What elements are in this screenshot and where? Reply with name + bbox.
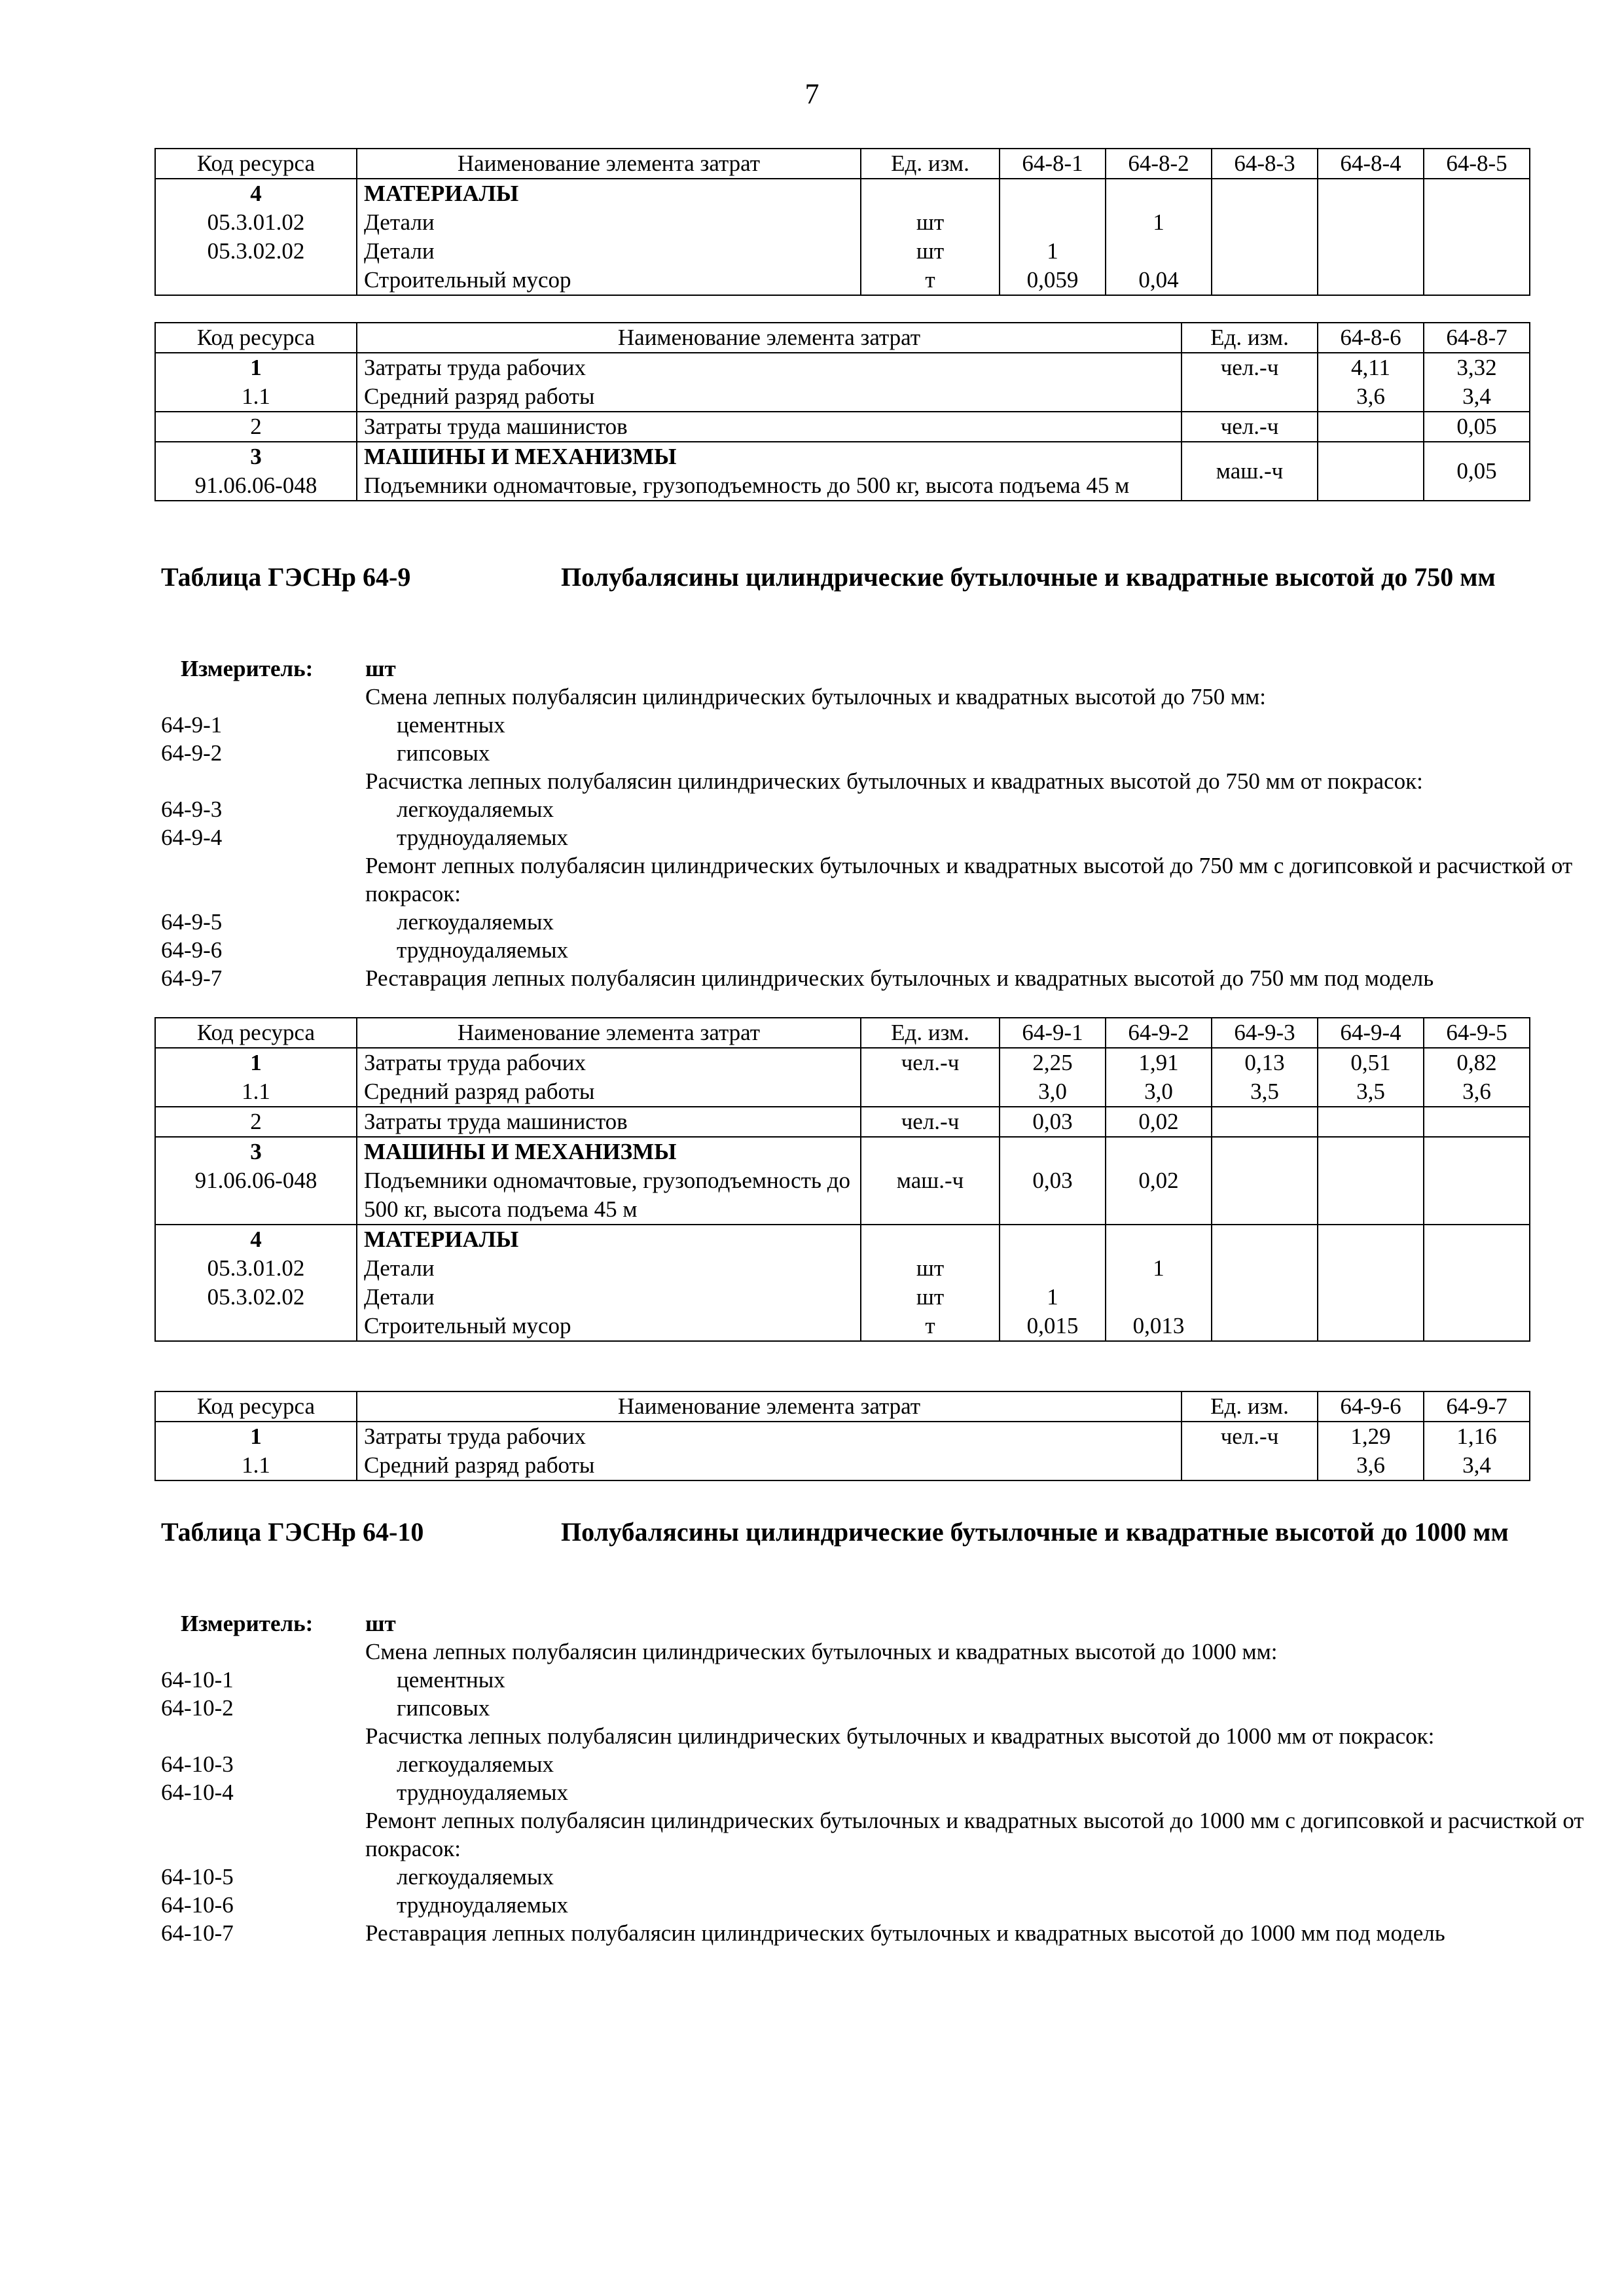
resource-code: 05.3.01.02 <box>207 1255 305 1281</box>
norm-text: цементных <box>397 1667 505 1693</box>
norm-value: 0,03 <box>1032 1168 1073 1193</box>
norm-text: Реставрация лепных полубалясин цилиндрических бутылочных и квадратных высотой до 1000 мм под модель <box>365 1920 1445 1946</box>
list-item <box>161 1919 1536 1947</box>
norm-code: 64-9-1 <box>161 712 223 738</box>
resource-code-cell <box>155 442 357 501</box>
norm-value: 3,5 <box>1250 1079 1279 1104</box>
norm-value: 3,32 <box>1456 355 1497 380</box>
resource-name: Подъемники одномачтовые, грузоподъемность до 500 кг, высота подъема 45 м <box>364 473 1130 498</box>
norm-value: 0,02 <box>1138 1168 1179 1193</box>
resource-name: Средний разряд работы <box>364 384 595 409</box>
col-header-unit: Ед. изм. <box>861 149 1000 179</box>
list-item <box>161 1750 1536 1778</box>
unit-value: шт <box>916 1284 945 1310</box>
col-header-norm: 64-9-1 <box>1000 1018 1106 1048</box>
resource-name-cell <box>357 179 861 295</box>
col-header-name: Наименование элемента затрат <box>357 149 861 179</box>
resource-code-cell <box>155 1225 357 1341</box>
table-body-row <box>155 1107 1530 1137</box>
unit-value: маш.-ч <box>896 1168 964 1193</box>
value-cell <box>1106 179 1212 295</box>
resource-name-cell <box>357 1225 861 1341</box>
unit-value: шт <box>916 209 945 235</box>
resource-code: 91.06.06-048 <box>194 1168 317 1193</box>
value-cell <box>1000 1225 1106 1341</box>
norm-value <box>1318 1107 1424 1137</box>
unit-value: чел.-ч <box>1220 355 1279 380</box>
norm-value: 0,05 <box>1424 412 1530 442</box>
norm-text: легкоудаляемых <box>397 1751 554 1777</box>
unit-cell <box>861 179 1000 295</box>
table-title: Полубалясины цилиндрические бутылочные и квадратные высотой до 1000 мм <box>561 1517 1509 1547</box>
resource-code: 05.3.02.02 <box>207 1284 305 1310</box>
resource-name: МАТЕРИАЛЫ <box>364 181 519 206</box>
norm-value: 4,11 <box>1351 355 1390 380</box>
norm-value: 1,29 <box>1350 1424 1391 1449</box>
resource-code-cell <box>155 1137 357 1225</box>
norm-value: 1 <box>1153 209 1164 235</box>
value-cell <box>1424 1048 1530 1107</box>
unit-cell <box>861 1137 1000 1225</box>
col-header-norm: 64-8-1 <box>1000 149 1106 179</box>
resource-code: 2 <box>155 1107 357 1137</box>
col-header-code: Код ресурса <box>155 1018 357 1048</box>
unit-cell <box>1182 442 1318 501</box>
norm-value: 3,6 <box>1356 1452 1385 1478</box>
table-label: Таблица ГЭСНр 64-10 <box>161 1517 424 1547</box>
resource-code: 91.06.06-048 <box>194 473 317 498</box>
resource-name: МАШИНЫ И МЕХАНИЗМЫ <box>364 444 677 469</box>
norm-value: 1 <box>1047 1284 1058 1310</box>
value-cell <box>1212 1048 1318 1107</box>
list-item <box>161 1778 1536 1806</box>
table-body-row <box>155 353 1530 412</box>
col-header-norm: 64-9-6 <box>1318 1391 1424 1422</box>
table-body-row <box>155 1422 1530 1480</box>
norm-code: 64-9-6 <box>161 937 223 963</box>
norm-value: 0,03 <box>1000 1107 1106 1137</box>
col-header-unit: Ед. изм. <box>1182 323 1318 353</box>
list-item <box>161 936 1536 964</box>
norm-value: 0,013 <box>1132 1313 1185 1338</box>
norm-text: трудноудаляемых <box>397 937 568 963</box>
resource-name-cell <box>357 353 1182 412</box>
value-cell <box>1424 1225 1530 1341</box>
group-title: Ремонт лепных полубалясин цилиндрических бутылочных и квадратных высотой до 750 мм с догипсовкой и расчисткой от покрасок: <box>365 853 1573 906</box>
resource-code-cell <box>155 1422 357 1480</box>
value-cell <box>1212 179 1318 295</box>
norm-code: 64-10-6 <box>161 1892 234 1918</box>
meter-label: Измеритель: <box>181 656 314 681</box>
resource-name: Строительный мусор <box>364 1313 571 1338</box>
meter-label: Измеритель: <box>181 1611 314 1636</box>
resource-name: Затраты труда машинистов <box>357 412 1182 442</box>
norm-code: 64-10-4 <box>161 1780 234 1805</box>
resource-code-cell <box>155 1048 357 1107</box>
value-cell <box>1424 1137 1530 1225</box>
value-cell <box>1000 1137 1106 1225</box>
group-title: Ремонт лепных полубалясин цилиндрических бутылочных и квадратных высотой до 1000 мм с догипсовкой и расчисткой от покрасок: <box>365 1808 1584 1861</box>
norm-value: 1,91 <box>1138 1050 1179 1075</box>
norm-value: 0,02 <box>1106 1107 1212 1137</box>
meter-unit: шт <box>365 1611 396 1636</box>
list-item <box>161 1891 1536 1919</box>
resource-name: МАШИНЫ И МЕХАНИЗМЫ <box>364 1139 677 1164</box>
norm-value: 1,16 <box>1456 1424 1497 1449</box>
unit-value: чел.-ч <box>861 1107 1000 1137</box>
value-cell <box>1318 179 1424 295</box>
resource-table-64-9-1-5 <box>154 1017 1530 1342</box>
list-item <box>161 908 1536 936</box>
value-cell <box>1106 1137 1212 1225</box>
resource-code: 4 <box>250 1227 262 1252</box>
value-cell <box>1424 179 1530 295</box>
norm-text: легкоудаляемых <box>397 797 554 822</box>
norm-value: 3,4 <box>1462 384 1491 409</box>
norm-value: 0,05 <box>1456 458 1497 484</box>
resource-name: Детали <box>364 238 435 264</box>
col-header-name: Наименование элемента затрат <box>357 1391 1182 1422</box>
col-header-norm: 64-8-4 <box>1318 149 1424 179</box>
resource-name: Затраты труда рабочих <box>364 355 586 380</box>
norm-value: 3,0 <box>1144 1079 1173 1104</box>
norm-code: 64-10-2 <box>161 1695 234 1721</box>
norm-code: 64-10-3 <box>161 1751 234 1777</box>
value-cell <box>1318 1048 1424 1107</box>
norm-value: 2,25 <box>1032 1050 1073 1075</box>
resource-code: 3 <box>250 444 262 469</box>
group-title: Смена лепных полубалясин цилиндрических бутылочных и квадратных высотой до 1000 мм: <box>365 1639 1278 1664</box>
unit-cell <box>1182 353 1318 412</box>
resource-code: 3 <box>250 1139 262 1164</box>
value-cell <box>1424 353 1530 412</box>
norm-value: 3,5 <box>1356 1079 1385 1104</box>
resource-name-cell <box>357 442 1182 501</box>
list-item <box>161 795 1536 823</box>
norm-code: 64-9-3 <box>161 797 223 822</box>
resource-code: 1.1 <box>242 1452 270 1478</box>
norm-value: 0,51 <box>1350 1050 1391 1075</box>
resource-name: Затраты труда рабочих <box>364 1424 586 1449</box>
norm-text: гипсовых <box>397 740 490 766</box>
list-item <box>161 1666 1536 1694</box>
table-body-row <box>155 1137 1530 1225</box>
resource-name: Затраты труда машинистов <box>357 1107 861 1137</box>
norm-value: 0,015 <box>1026 1313 1079 1338</box>
resource-table-64-8-1-5 <box>154 148 1530 296</box>
col-header-norm: 64-8-7 <box>1424 323 1530 353</box>
unit-cell <box>1182 1422 1318 1480</box>
norm-value: 0,04 <box>1138 267 1179 293</box>
norm-code: 64-9-4 <box>161 825 223 850</box>
norm-text: трудноудаляемых <box>397 825 568 850</box>
col-header-name: Наименование элемента затрат <box>357 323 1182 353</box>
resource-code: 1.1 <box>242 1079 270 1104</box>
norm-value <box>1424 1107 1530 1137</box>
resource-name: Средний разряд работы <box>364 1079 595 1104</box>
norm-text: трудноудаляемых <box>397 1780 568 1805</box>
col-header-code: Код ресурса <box>155 149 357 179</box>
table-body-row <box>155 1048 1530 1107</box>
table-header-row <box>155 323 1530 353</box>
col-header-norm: 64-8-5 <box>1424 149 1530 179</box>
resource-name: Детали <box>364 209 435 235</box>
unit-value: чел.-ч <box>901 1050 960 1075</box>
resource-name: Подъемники одномачтовые, грузоподъемность до 500 кг, высота подъема 45 м <box>364 1168 850 1222</box>
table-title: Полубалясины цилиндрические бутылочные и квадратные высотой до 750 мм <box>561 562 1496 592</box>
norm-code: 64-9-2 <box>161 740 223 766</box>
table-body-row <box>155 179 1530 295</box>
unit-value: шт <box>916 1255 945 1281</box>
page-number: 7 <box>804 78 820 110</box>
col-header-norm: 64-9-7 <box>1424 1391 1530 1422</box>
norm-code: 64-10-7 <box>161 1920 234 1946</box>
resource-code: 1 <box>250 1424 262 1449</box>
norm-value: 1 <box>1047 238 1058 264</box>
list-item <box>161 1694 1536 1722</box>
unit-cell <box>861 1225 1000 1341</box>
norm-value <box>1212 1107 1318 1137</box>
norm-value: 1 <box>1153 1255 1164 1281</box>
value-cell <box>1318 442 1424 501</box>
meter-unit: шт <box>365 656 396 681</box>
norm-value: 3,0 <box>1038 1079 1067 1104</box>
value-cell <box>1106 1048 1212 1107</box>
col-header-unit: Ед. изм. <box>1182 1391 1318 1422</box>
norm-text: трудноудаляемых <box>397 1892 568 1918</box>
resource-name: Детали <box>364 1284 435 1310</box>
col-header-norm: 64-9-5 <box>1424 1018 1530 1048</box>
group-title: Расчистка лепных полубалясин цилиндрических бутылочных и квадратных высотой до 1000 мм от покрасок: <box>365 1723 1435 1749</box>
table-header-row <box>155 149 1530 179</box>
norm-code: 64-9-7 <box>161 965 223 991</box>
resource-code: 05.3.02.02 <box>207 238 305 264</box>
col-header-name: Наименование элемента затрат <box>357 1018 861 1048</box>
norm-text: легкоудаляемых <box>397 909 554 935</box>
resource-name: Строительный мусор <box>364 267 571 293</box>
table-header-row <box>155 1391 1530 1422</box>
col-header-norm: 64-8-3 <box>1212 149 1318 179</box>
unit-value: т <box>925 1313 935 1338</box>
value-cell <box>1424 442 1530 501</box>
resource-table-64-9-6-7 <box>154 1391 1530 1481</box>
resource-code-cell <box>155 353 357 412</box>
resource-name-cell <box>357 1048 861 1107</box>
norm-code: 64-10-1 <box>161 1667 234 1693</box>
norm-value: 3,6 <box>1356 384 1385 409</box>
col-header-code: Код ресурса <box>155 1391 357 1422</box>
table-body-row <box>155 442 1530 501</box>
value-cell <box>1318 353 1424 412</box>
col-header-norm: 64-9-4 <box>1318 1018 1424 1048</box>
unit-value: чел.-ч <box>1220 1424 1279 1449</box>
unit-value: маш.-ч <box>1216 458 1284 484</box>
table-body-row <box>155 412 1530 442</box>
list-item <box>161 823 1536 852</box>
col-header-norm: 64-9-2 <box>1106 1018 1212 1048</box>
value-cell <box>1424 1422 1530 1480</box>
norm-code: 64-10-5 <box>161 1864 234 1890</box>
resource-code-cell <box>155 179 357 295</box>
meter-block <box>161 655 1573 992</box>
unit-value: чел.-ч <box>1182 412 1318 442</box>
resource-name: Средний разряд работы <box>364 1452 595 1478</box>
col-header-norm: 64-9-3 <box>1212 1018 1318 1048</box>
resource-code: 1 <box>250 355 262 380</box>
value-cell <box>1318 1422 1424 1480</box>
unit-cell <box>861 1048 1000 1107</box>
resource-name-cell <box>357 1137 861 1225</box>
norm-value <box>1318 412 1424 442</box>
resource-name: МАТЕРИАЛЫ <box>364 1227 519 1252</box>
value-cell <box>1000 1048 1106 1107</box>
col-header-norm: 64-8-6 <box>1318 323 1424 353</box>
value-cell <box>1212 1137 1318 1225</box>
norm-text: цементных <box>397 712 505 738</box>
value-cell <box>1212 1225 1318 1341</box>
list-item <box>161 739 1536 767</box>
resource-code: 2 <box>155 412 357 442</box>
resource-name: Затраты труда рабочих <box>364 1050 586 1075</box>
table-body-row <box>155 1225 1530 1341</box>
table-label: Таблица ГЭСНр 64-9 <box>161 562 411 592</box>
table-header-row <box>155 1018 1530 1048</box>
norm-text: Реставрация лепных полубалясин цилиндрических бутылочных и квадратных высотой до 750 мм под модель <box>365 965 1434 991</box>
group-title: Расчистка лепных полубалясин цилиндрических бутылочных и квадратных высотой до 750 мм от покрасок: <box>365 768 1423 794</box>
col-header-unit: Ед. изм. <box>861 1018 1000 1048</box>
unit-value: т <box>925 267 935 293</box>
norm-value: 0,059 <box>1026 267 1079 293</box>
list-item <box>161 964 1536 992</box>
resource-name-cell <box>357 1422 1182 1480</box>
norm-value: 3,6 <box>1462 1079 1491 1104</box>
unit-value: шт <box>916 238 945 264</box>
norm-text: легкоудаляемых <box>397 1864 554 1890</box>
meter-block <box>161 1609 1584 1947</box>
col-header-norm: 64-8-2 <box>1106 149 1212 179</box>
value-cell <box>1318 1137 1424 1225</box>
norm-value: 0,13 <box>1244 1050 1285 1075</box>
resource-table-64-8-6-7 <box>154 322 1530 501</box>
norm-text: гипсовых <box>397 1695 490 1721</box>
resource-code: 1.1 <box>242 384 270 409</box>
group-title: Смена лепных полубалясин цилиндрических бутылочных и квадратных высотой до 750 мм: <box>365 684 1266 709</box>
norm-value: 0,82 <box>1456 1050 1497 1075</box>
value-cell <box>1000 179 1106 295</box>
norm-code: 64-9-5 <box>161 909 223 935</box>
resource-name: Детали <box>364 1255 435 1281</box>
list-item <box>161 1863 1536 1891</box>
norm-value: 3,4 <box>1462 1452 1491 1478</box>
resource-code: 1 <box>250 1050 262 1075</box>
list-item <box>161 711 1536 739</box>
resource-code: 05.3.01.02 <box>207 209 305 235</box>
value-cell <box>1106 1225 1212 1341</box>
resource-code: 4 <box>250 181 262 206</box>
col-header-code: Код ресурса <box>155 323 357 353</box>
value-cell <box>1318 1225 1424 1341</box>
